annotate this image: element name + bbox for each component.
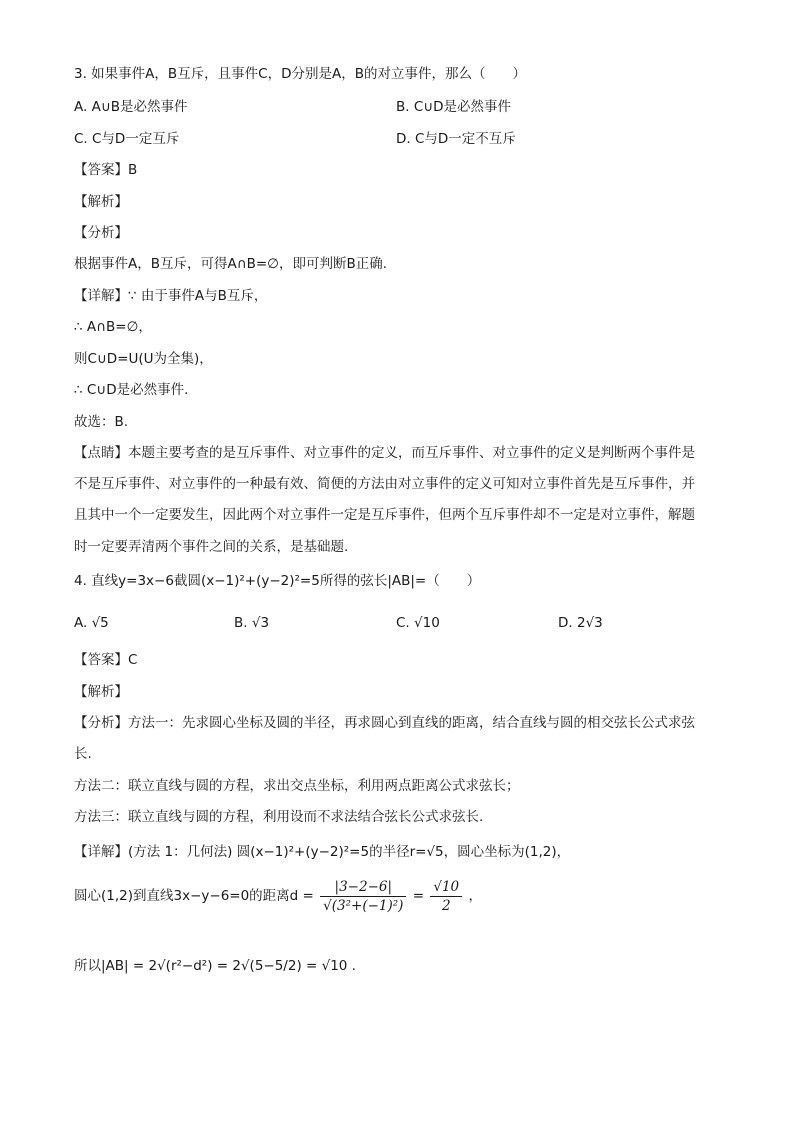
q3-choose: 故选：B. bbox=[74, 414, 129, 430]
q3-detail-1: 【详解】∵ 由于事件A与B互斥， bbox=[74, 288, 268, 304]
q3-comment-3: 且其中一个一定要发生，因此两个对立事件一定是互斥事件，但两个互斥事件却不一定是对立事件，解题 bbox=[74, 507, 695, 523]
distance-fraction-numerator: |3−2−6| bbox=[320, 878, 406, 897]
q3-stem: 3. 如果事件A，B互斥，且事件C，D分别是A，B的对立事件，那么（ ） bbox=[74, 66, 526, 82]
q4-detail-2 bbox=[74, 876, 482, 916]
distance-result-denominator: 2 bbox=[441, 897, 451, 914]
q3-option-b: B. C∪D是必然事件 bbox=[396, 99, 512, 115]
q4-method-3: 方法三：联立直线与圆的方程，利用设而不求法结合弦长公式求弦长. bbox=[74, 809, 484, 825]
q4-fenxi-1: 【分析】方法一：先求圆心坐标及圆的半径，再求圆心到直线的距离，结合直线与圆的相交弦长公式求弦 bbox=[74, 715, 695, 731]
q3-answer: 【答案】B bbox=[74, 162, 138, 178]
distance-fraction-denominator: √(3²+(−1)²) bbox=[323, 897, 404, 914]
distance-fraction bbox=[320, 878, 406, 915]
q3-fenxi-label: 【分析】 bbox=[74, 225, 128, 241]
q4-option-b: B. √3 bbox=[234, 615, 270, 631]
q3-option-d: D. C与D一定不互斥 bbox=[396, 131, 516, 147]
q4-detail-2-equals: = bbox=[412, 888, 425, 904]
distance-result-numerator: √10 bbox=[430, 878, 462, 897]
q3-analysis-label: 【解析】 bbox=[74, 194, 128, 210]
q3-detail-2: ∴ A∩B=∅， bbox=[74, 319, 152, 335]
q3-option-c: C. C与D一定互斥 bbox=[74, 131, 180, 147]
q4-detail-2-prefix: 圆心(1,2)到直线3x−y−6=0的距离d = bbox=[74, 888, 314, 904]
distance-result-fraction bbox=[430, 878, 462, 915]
q4-option-d: D. 2√3 bbox=[558, 615, 603, 631]
q4-detail-2-suffix: ， bbox=[468, 888, 482, 904]
q3-option-a: A. A∪B是必然事件 bbox=[74, 99, 188, 115]
q4-option-c: C. √10 bbox=[396, 615, 440, 631]
q3-comment-4: 时一定要弄清两个事件之间的关系，是基础题. bbox=[74, 539, 349, 555]
q4-answer: 【答案】C bbox=[74, 652, 138, 668]
q3-detail-3: 则C∪D=U(U为全集)， bbox=[74, 351, 213, 367]
q4-detail-3: 所以|AB| = 2√(r²−d²) = 2√(5−5/2) = √10 . bbox=[74, 958, 356, 974]
q3-detail-4: ∴ C∪D是必然事件. bbox=[74, 382, 189, 398]
q4-stem: 4. 直线y=3x−6截圆(x−1)²+(y−2)²=5所得的弦长|AB|=（ ） bbox=[74, 573, 481, 589]
q3-comment-1: 【点睛】本题主要考查的是互斥事件、对立事件的定义，而互斥事件、对立事件的定义是判断两个事件是 bbox=[74, 445, 695, 461]
q3-comment-2: 不是互斥事件、对立事件的一种最有效、简便的方法由对立事件的定义可知对立事件首先是互斥事件，并 bbox=[74, 476, 695, 492]
q3-fenxi: 根据事件A，B互斥，可得A∩B=∅，即可判断B正确. bbox=[74, 256, 387, 272]
q4-analysis-label: 【解析】 bbox=[74, 684, 128, 700]
q4-option-a: A. √5 bbox=[74, 615, 109, 631]
q4-detail-1: 【详解】(方法 1：几何法) 圆(x−1)²+(y−2)²=5的半径r=√5，圆心坐标为(1,2)， bbox=[74, 844, 571, 860]
q4-method-2: 方法二：联立直线与圆的方程，求出交点坐标，利用两点距离公式求弦长； bbox=[74, 778, 520, 794]
q4-fenxi-2: 长. bbox=[74, 746, 92, 762]
